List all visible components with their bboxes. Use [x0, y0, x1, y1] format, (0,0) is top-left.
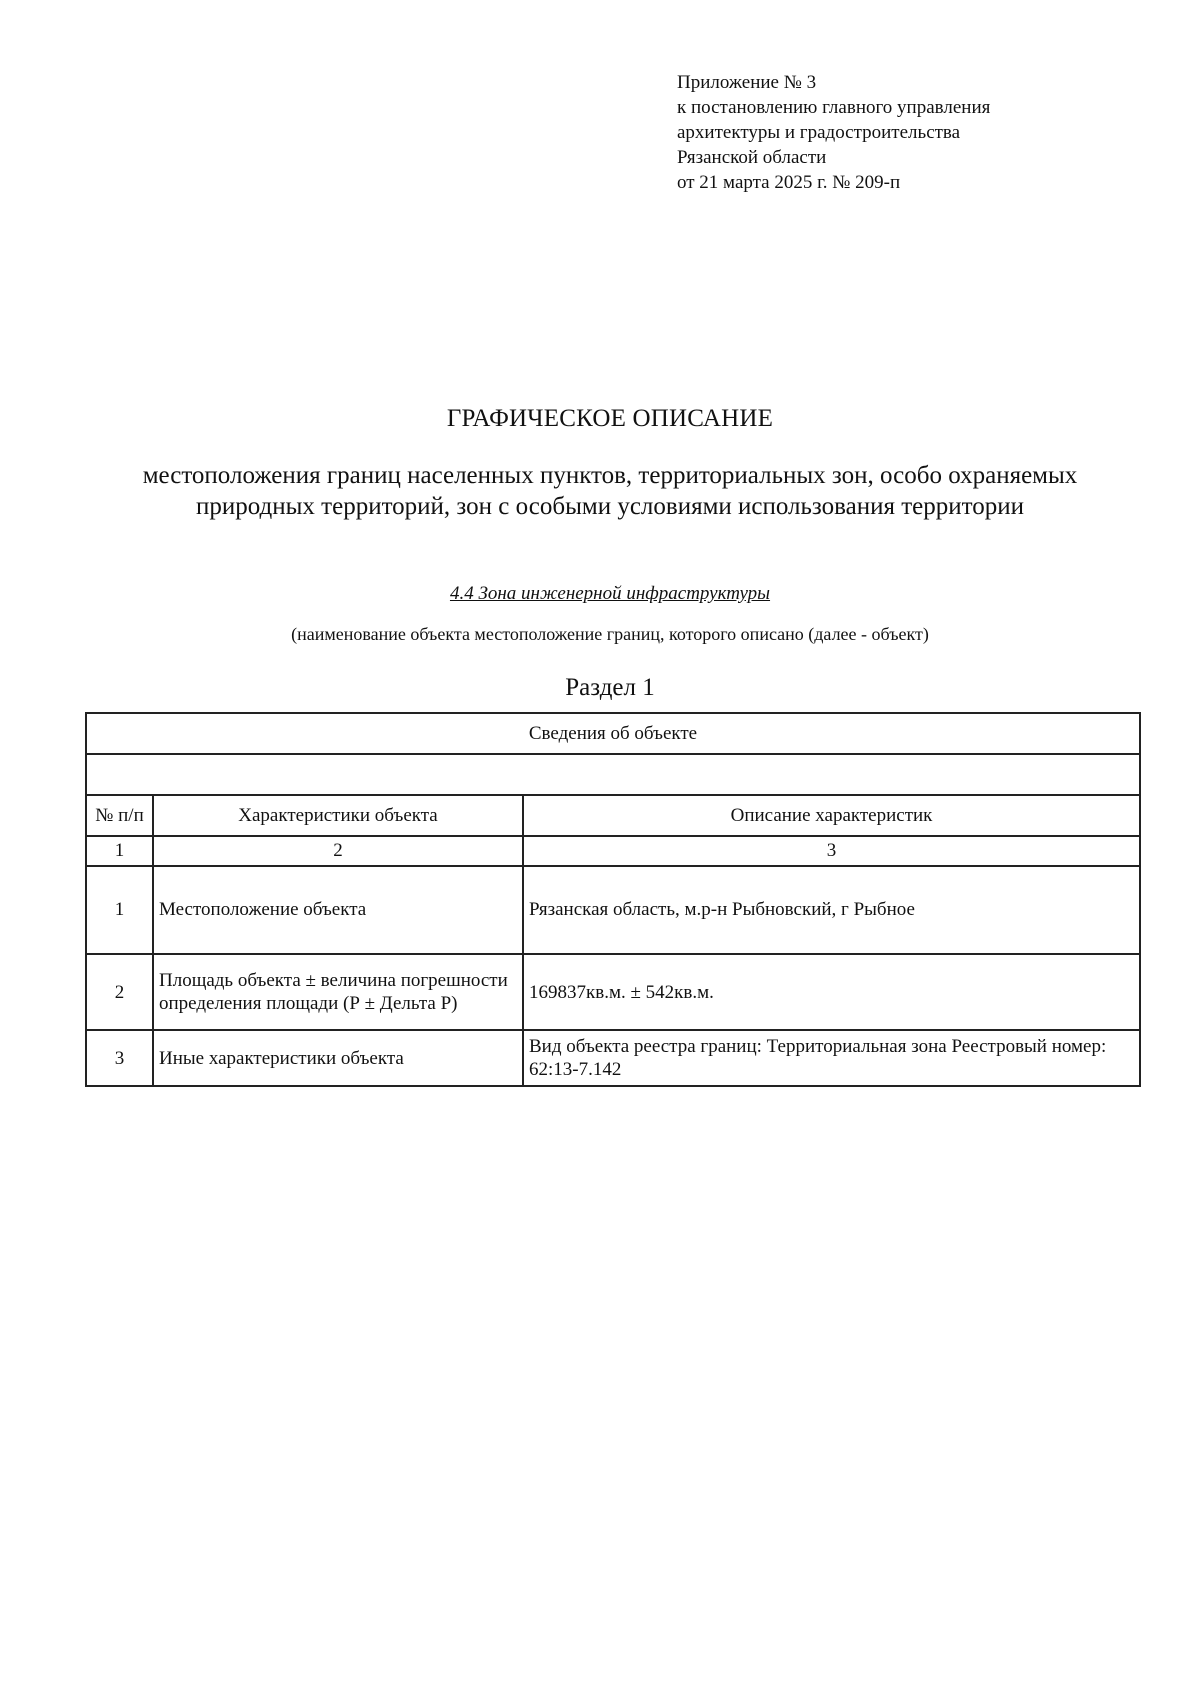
- zone-name-text: 4.4 Зона инженерной инфраструктуры: [449, 583, 771, 604]
- table-empty-row: [86, 754, 1140, 795]
- column-number: 2: [153, 836, 523, 866]
- column-header-description: Описание характеристик: [523, 795, 1140, 836]
- document-subtitle: местоположения границ населенных пунктов, территориальных зон, особо охраняемых природных территорий, зон с особыми условиями использования территории: [142, 462, 1078, 520]
- table-column-numbers-row: [86, 836, 1140, 866]
- table-columns-row: [86, 795, 1140, 836]
- column-header-num: № п/п: [86, 795, 153, 836]
- appendix-line: от 21 марта 2025 г. № 209-п: [677, 172, 901, 193]
- table-header: Сведения об объекте: [86, 713, 1140, 754]
- appendix-line: архитектуры и градостроительства: [677, 122, 961, 143]
- zone-caption: (наименование объекта местоположение границ, которого описано (далее - объект): [291, 624, 929, 644]
- table-row: [86, 954, 1140, 1030]
- row-description: 169837кв.м. ± 542кв.м.: [523, 954, 1140, 1030]
- column-number: 3: [523, 836, 1140, 866]
- row-description: Вид объекта реестра границ: Территориальная зона Реестровый номер: 62:13-7.142: [523, 1030, 1140, 1086]
- row-num: 3: [86, 1030, 153, 1086]
- appendix-line: Приложение № 3: [677, 72, 817, 93]
- appendix-block: [677, 70, 990, 195]
- object-info-table: [85, 712, 1141, 1087]
- document-title: ГРАФИЧЕСКОЕ ОПИСАНИЕ: [446, 405, 774, 432]
- appendix-line: к постановлению главного управления: [677, 97, 991, 118]
- row-characteristic: Местоположение объекта: [153, 866, 523, 954]
- table-empty-cell: [86, 754, 1140, 795]
- table-row: [86, 866, 1140, 954]
- zone-name: [0, 583, 1200, 605]
- section-title: Раздел 1: [565, 674, 655, 701]
- row-num: 1: [86, 866, 153, 954]
- row-characteristic: Площадь объекта ± величина погрешности определения площади (Р ± Дельта Р): [153, 954, 523, 1030]
- table-row: [86, 1030, 1140, 1086]
- column-header-characteristic: Характеристики объекта: [153, 795, 523, 836]
- row-description: Рязанская область, м.р-н Рыбновский, г Рыбное: [523, 866, 1140, 954]
- row-num: 2: [86, 954, 153, 1030]
- row-characteristic: Иные характеристики объекта: [153, 1030, 523, 1086]
- table-header-row: [86, 713, 1140, 754]
- appendix-line: Рязанской области: [677, 147, 827, 168]
- column-number: 1: [86, 836, 153, 866]
